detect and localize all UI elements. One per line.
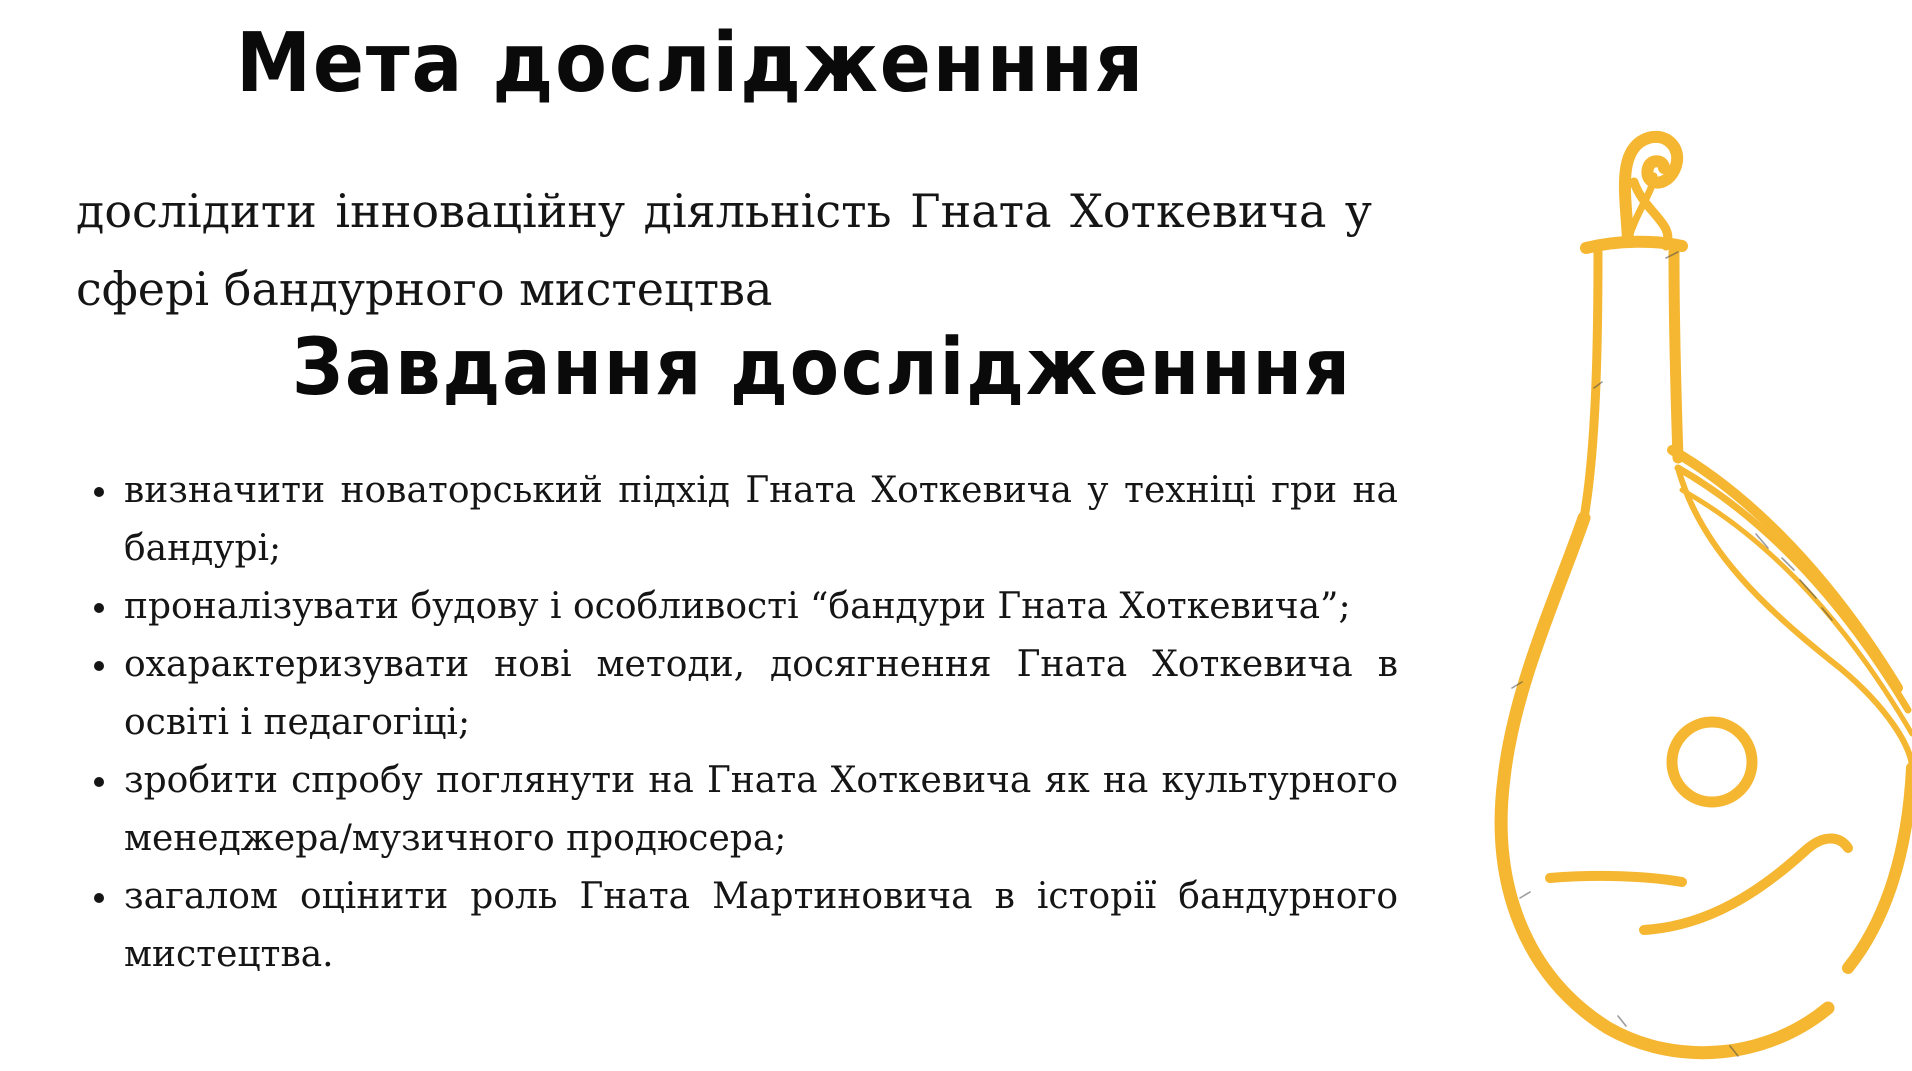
task-list <box>124 462 1398 984</box>
list-item <box>124 636 1398 752</box>
list-item <box>124 462 1398 578</box>
bullet-icon <box>94 893 104 903</box>
tasks-heading: Завдання дослідженння <box>292 323 1352 413</box>
list-item <box>124 752 1398 868</box>
task-text: проналізувати будову і особливості “бандури Гната Хоткевича”; <box>124 586 1351 627</box>
task-text: зробити спробу поглянути на Гната Хоткевича як на культурного менеджера/музичного продюсера; <box>124 760 1398 859</box>
task-text: охарактеризувати нові методи, досягнення Гната Хоткевича в освіті і педагогіці; <box>124 644 1398 743</box>
bullet-icon <box>94 487 104 497</box>
bullet-icon <box>94 777 104 787</box>
list-item <box>124 578 1398 636</box>
task-text: визначити новаторський підхід Гната Хоткевича у техніці гри на бандурі; <box>124 470 1398 569</box>
goal-text: дослідити інноваційну діяльність Гната Хоткевича у сфері бандурного мистецтва <box>76 184 1372 316</box>
task-text: загалом оцінити роль Гната Мартиновича в історії бандурного мистецтва. <box>124 876 1398 975</box>
bandura-icon <box>1468 128 1912 1071</box>
list-item <box>124 868 1398 984</box>
bullet-icon <box>94 603 104 613</box>
goal-heading: Мета дослідженння <box>236 16 1145 111</box>
bullet-icon <box>94 661 104 671</box>
